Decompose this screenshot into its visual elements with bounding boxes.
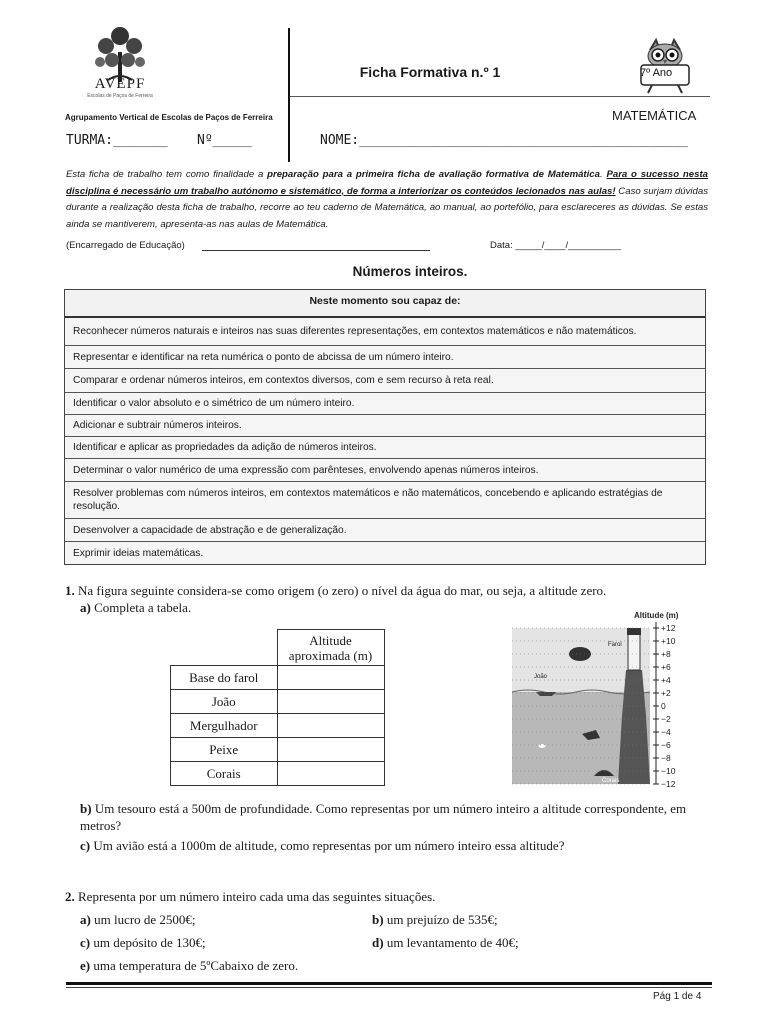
answer-cell[interactable]	[277, 714, 384, 738]
skill-row: Determinar o valor numérico de uma expressão com parênteses, envolvendo apenas números inteiros.	[65, 459, 705, 482]
question-1: 1. Na figura seguinte considera-se como origem (o zero) o nível da água do mar, ou seja, a altitude zero.	[65, 583, 607, 598]
answer-cell[interactable]	[277, 738, 384, 762]
question-2c: c) um depósito de 130€;	[80, 935, 206, 950]
question-1b: b) Um tesouro está a 500m de profundidade. Como representas por um número inteiro a altitude correspondente, em metros?	[80, 801, 687, 833]
skill-row: Representar e identificar na reta numérica o ponto de abcissa de um número inteiro.	[65, 346, 705, 369]
intro-paragraph: Esta ficha de trabalho tem como finalidade a preparação para a primeira ficha de avaliação formativa de Matemática. Para o sucesso nesta disciplina é necessário um trabalho autónomo e sistemático, de forma a interiorizar os conteúdos lecionados nas aulas! Caso surjam dúvidas durante a realização desta ficha de trabalho, recorre ao teu caderno de Matemática, ao manual, ao portefólio, para esclareceres as dúvidas. Se estas ainda se mantiverem, apresenta-as nas aulas de Matemática.	[66, 169, 709, 230]
altitude-tick-label: 0	[661, 701, 666, 711]
table-corner	[171, 630, 278, 666]
logo-subtitle: Escolas de Paços de Ferreira	[87, 93, 153, 99]
question-1c: c) Um avião está a 1000m de altitude, como representas por um número inteiro essa altitude?	[80, 838, 565, 853]
altitude-tick-label: −6	[661, 740, 671, 750]
table-row-label: Base do farol	[171, 666, 278, 690]
question-1a: a) Completa a tabela.	[80, 600, 192, 615]
answer-cell[interactable]	[277, 690, 384, 714]
question-2b: b) um prejuízo de 535€;	[372, 912, 498, 927]
altitude-tick-label: +6	[661, 662, 671, 672]
table-row-label: Corais	[171, 762, 278, 786]
skill-row: Reconhecer números naturais e inteiros nas suas diferentes representações, em contextos matemáticos e não matemáticos.	[65, 318, 705, 346]
table-row-label: João	[171, 690, 278, 714]
altitude-tick-label: +8	[661, 649, 671, 659]
year-badge: 7º Ano	[640, 67, 673, 79]
altitude-tick-label: +10	[661, 636, 676, 646]
altitude-tick-label: +4	[661, 675, 671, 685]
guardian-signature-line	[202, 250, 430, 251]
altitude-tick-label: −2	[661, 714, 671, 724]
altitude-tick-label: +12	[661, 623, 676, 633]
altitude-table	[170, 629, 385, 786]
question-2a: a) um lucro de 2500€;	[80, 912, 196, 927]
turma-field: TURMA:_______	[66, 133, 168, 148]
footer-rule	[66, 982, 712, 985]
lighthouse-top-icon	[627, 628, 641, 635]
altitude-tick-label: −4	[661, 727, 671, 737]
skill-row: Resolver problemas com números inteiros, em contextos matemáticos e não matemáticos, concebendo e aplicando estratégias de resolução.	[65, 482, 705, 519]
table-row-label: Mergulhador	[171, 714, 278, 738]
skills-table-header: Neste momento sou capaz de:	[65, 290, 705, 318]
owl-mascot-icon	[636, 36, 694, 94]
page-number: Pág 1 de 4	[653, 991, 702, 1002]
skill-row: Comparar e ordenar números inteiros, em contextos diversos, com e sem recurso à reta real.	[65, 369, 705, 393]
altitude-figure	[508, 606, 688, 792]
question-2e: e) uma temperatura de 5ºCabaixo de zero.	[80, 958, 299, 973]
nome-field: NOME:__________________________________________	[320, 133, 688, 148]
scene-label: Corais	[602, 778, 620, 784]
altitude-tick-label: −12	[661, 779, 676, 789]
scene-label: Farol	[608, 642, 622, 648]
numero-field: Nº_____	[197, 133, 252, 148]
section-title: Números inteiros.	[352, 264, 468, 279]
footer-rule-thin	[66, 987, 712, 988]
skill-row: Identificar o valor absoluto e o simétrico de um número inteiro.	[65, 393, 705, 415]
answer-cell[interactable]	[277, 666, 384, 690]
table-row-label: Peixe	[171, 738, 278, 762]
skill-row: Desenvolver a capacidade de abstração e de generalização.	[65, 519, 705, 542]
figure-axis-title: Altitude (m)	[634, 611, 679, 620]
skills-table	[64, 289, 706, 565]
school-name: Agrupamento Vertical de Escolas de Paços de Ferreira	[65, 113, 273, 122]
skill-row: Adicionar e subtrair números inteiros.	[65, 415, 705, 437]
lighthouse-icon	[628, 634, 640, 670]
header-divider-horizontal	[290, 96, 710, 97]
skill-row: Exprimir ideias matemáticas.	[65, 542, 705, 564]
altitude-tick-label: +2	[661, 688, 671, 698]
question-2: 2. Representa por um número inteiro cada uma das seguintes situações.	[65, 889, 436, 904]
page-title: Ficha Formativa n.º 1	[359, 64, 501, 80]
header-divider-vertical	[288, 28, 290, 162]
table-header-altitude: Altitude aproximada (m)	[277, 630, 384, 666]
date-field: Data: _____/____/__________	[490, 240, 622, 251]
scene-label: João	[534, 674, 548, 680]
logo-text: AVEPF	[94, 76, 146, 92]
answer-cell[interactable]	[277, 762, 384, 786]
skill-row: Identificar e aplicar as propriedades da adição de números inteiros.	[65, 437, 705, 459]
altitude-tick-label: −8	[661, 753, 671, 763]
question-2d: d) um levantamento de 40€;	[372, 935, 519, 950]
subject-label: MATEMÁTICA	[612, 108, 697, 123]
altitude-tick-label: −10	[661, 766, 676, 776]
guardian-label: (Encarregado de Educação)	[66, 240, 185, 251]
